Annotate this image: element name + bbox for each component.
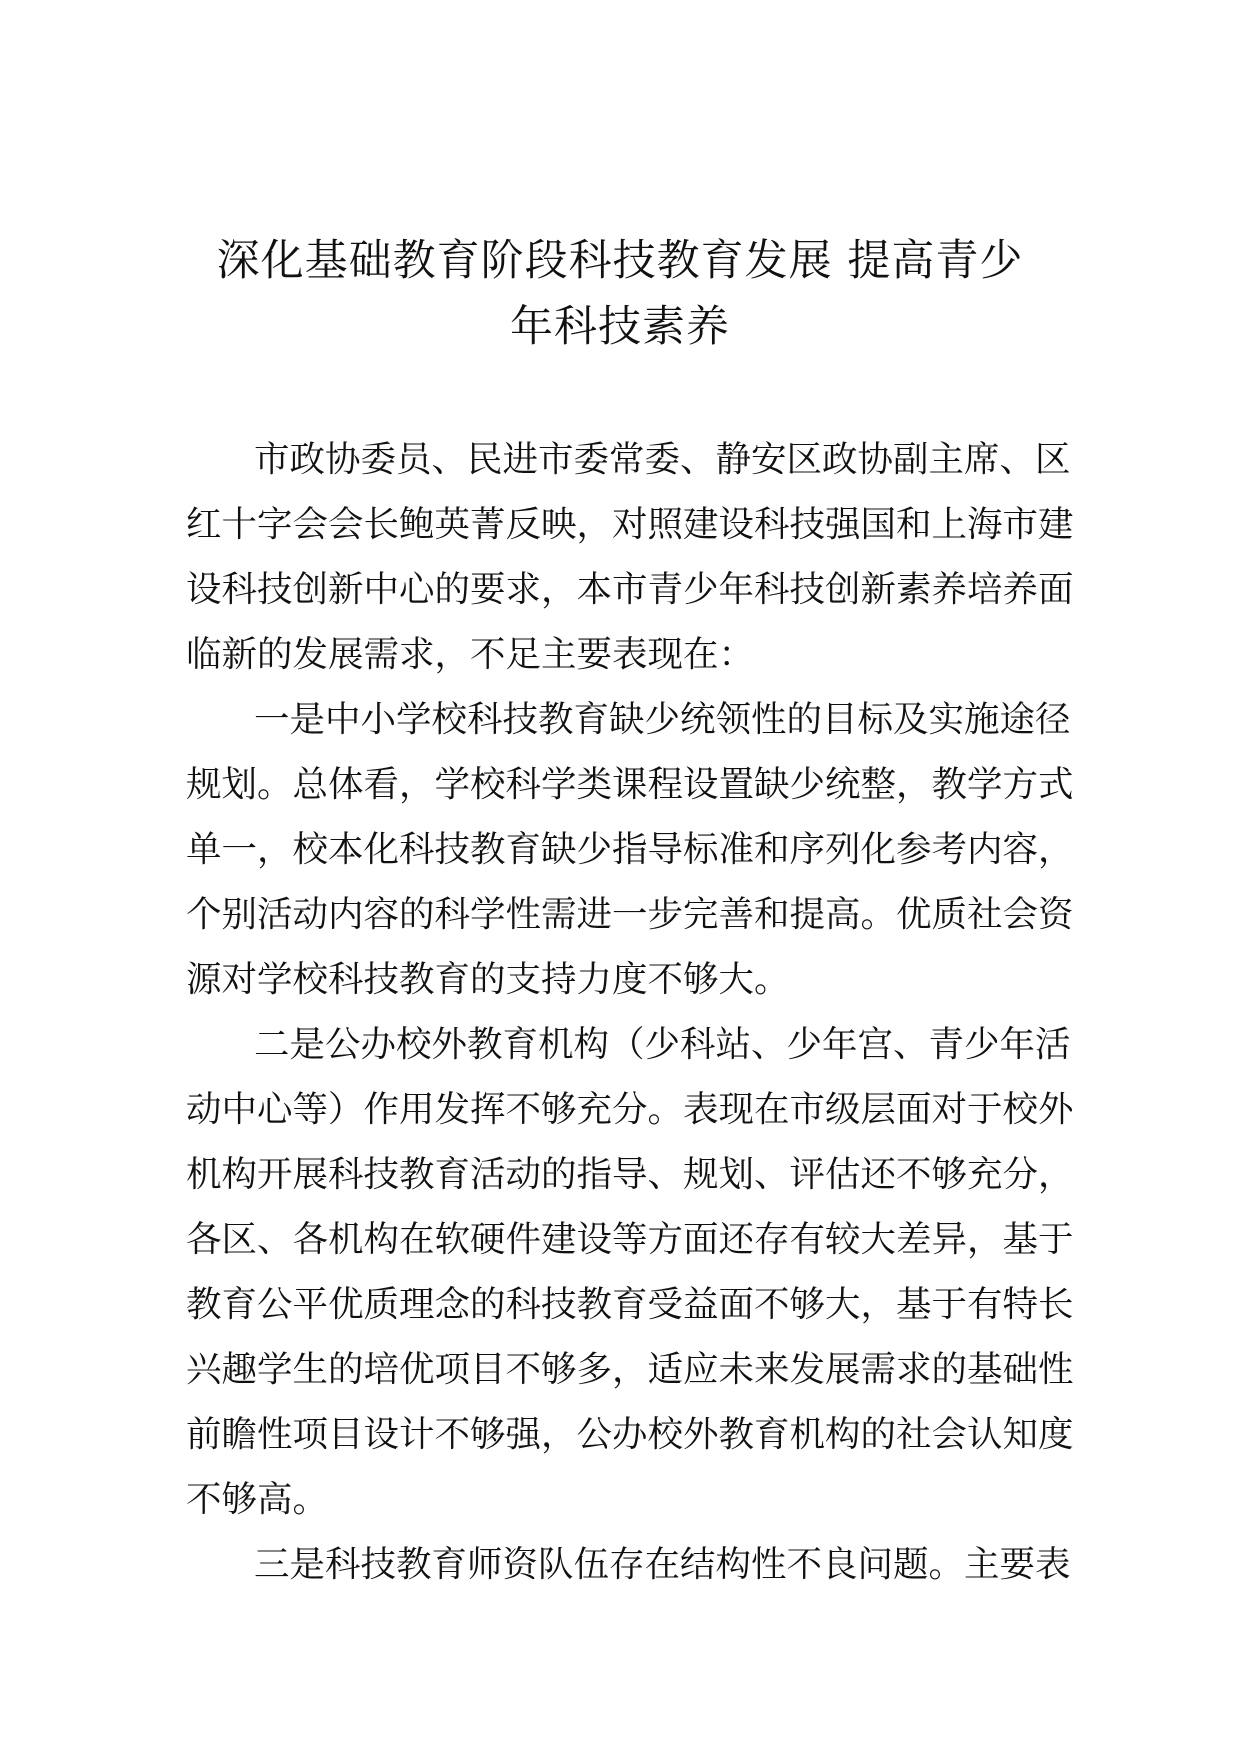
title-line-1: 深化基础教育阶段科技教育发展 提高青少 (216, 236, 1024, 286)
body-line (186, 492, 1074, 557)
title-line-2: 年科技素养 (510, 302, 730, 352)
body-line (186, 622, 1056, 687)
body-line (186, 1402, 1074, 1467)
body-line (186, 817, 1074, 882)
body-line-text: 市政协委员、民进市委常委、静安区政协副主席、区 (254, 439, 1071, 480)
body-line-text: 设科技创新中心的要求，本市青少年科技创新素养培养面 (186, 569, 1074, 610)
body-line-text: 动中心等）作用发挥不够充分。表现在市级层面对于校外 (186, 1089, 1074, 1130)
body-line (186, 1142, 1074, 1207)
body-line-text: 临新的发展需求，不足主要表现在： (186, 634, 755, 675)
body-line-text: 源对学校科技教育的支持力度不够大。 (186, 959, 790, 1000)
body-line-text: 个别活动内容的科学性需进一步完善和提高。优质社会资 (186, 894, 1074, 935)
document-body (186, 427, 1074, 1597)
body-line (186, 882, 1074, 947)
body-line (186, 687, 1071, 752)
body-line (186, 1207, 1074, 1272)
body-line-text: 红十字会会长鲍英菁反映，对照建设科技强国和上海市建 (186, 504, 1074, 545)
body-line (186, 752, 1074, 817)
body-line (186, 1467, 1056, 1532)
body-line (186, 1337, 1074, 1402)
body-line (186, 1077, 1074, 1142)
body-line-text: 机构开展科技教育活动的指导、规划、评估还不够充分， (186, 1154, 1074, 1195)
body-line-text: 不够高。 (186, 1479, 329, 1520)
body-line-text: 规划。总体看，学校科学类课程设置缺少统整，教学方式 (186, 764, 1074, 805)
body-line (186, 1532, 1071, 1597)
body-line-text: 单一，校本化科技教育缺少指导标准和序列化参考内容， (186, 829, 1074, 870)
body-line (186, 947, 1056, 1012)
body-line (186, 557, 1074, 622)
document-title (180, 228, 1060, 360)
body-line-text: 前瞻性项目设计不够强，公办校外教育机构的社会认知度 (186, 1414, 1074, 1455)
body-line-text: 二是公办校外教育机构（少科站、少年宫、青少年活 (254, 1024, 1071, 1065)
body-line (186, 427, 1071, 492)
body-line-text: 兴趣学生的培优项目不够多，适应未来发展需求的基础性 (186, 1349, 1074, 1390)
body-line-text: 各区、各机构在软硬件建设等方面还存有较大差异，基于 (186, 1219, 1074, 1260)
body-line-text: 教育公平优质理念的科技教育受益面不够大，基于有特长 (186, 1284, 1074, 1325)
body-line (186, 1012, 1071, 1077)
body-line-text: 三是科技教育师资队伍存在结构性不良问题。主要表 (254, 1544, 1071, 1585)
body-line-text: 一是中小学校科技教育缺少统领性的目标及实施途径 (254, 699, 1071, 740)
body-line (186, 1272, 1074, 1337)
